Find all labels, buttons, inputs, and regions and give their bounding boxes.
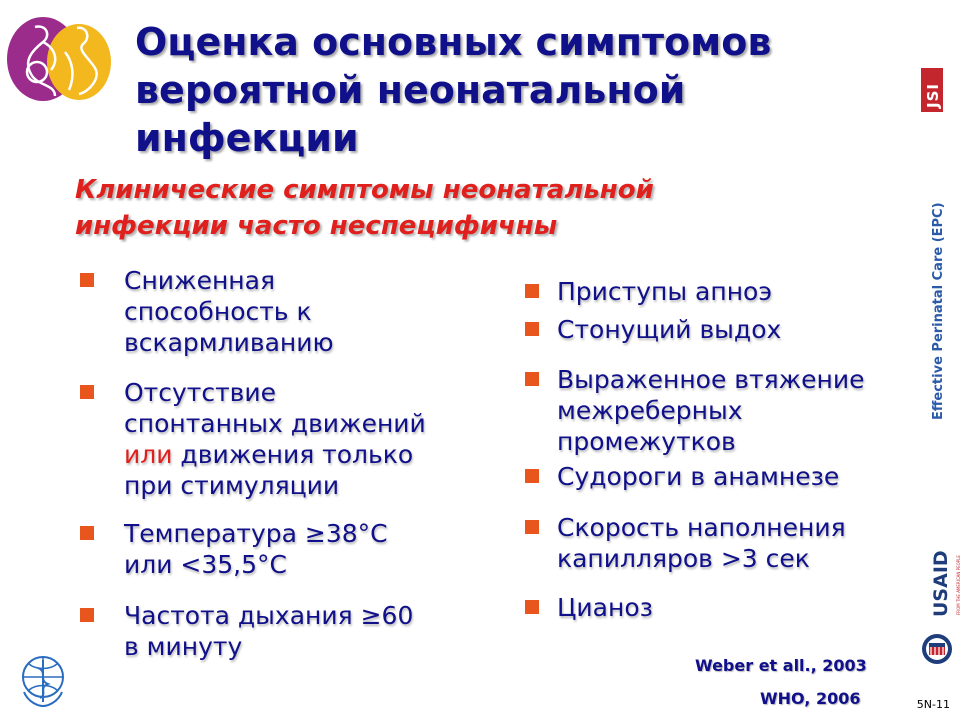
bullet-text-line [124,439,426,470]
bullet-text-line: Цианоз [557,593,653,622]
bullet-grunting [525,314,781,345]
bullet-text-line: или <35,5°С [124,550,287,579]
bullet-text-line: способность к [124,297,312,326]
bullet-apnea [525,276,772,307]
bullet-text-line: промежутков [557,427,736,456]
who-emblem-icon [18,652,68,708]
slide-number: 5N-11 [916,698,950,711]
bullet-text-line: Скорость наполнения [557,513,846,542]
slide-title: Оценка основных симптомов вероятной неонатальной инфекции [135,20,772,160]
bullet-feeding [80,265,334,358]
bullet-square-icon [80,273,94,287]
bullet-text-line: Приступы апноэ [557,277,773,306]
bullet-square-icon [525,520,539,534]
bullet-text-line: Сниженная [124,266,276,295]
logo-yellow-circle [47,24,111,100]
bullet-square-icon [80,608,94,622]
bullet-temperature [80,518,388,580]
bullet-square-icon [525,469,539,483]
bullet-text-line: спонтанных движений [124,409,426,438]
bullet-capillary-refill [525,512,846,574]
bullet-square-icon [525,322,539,336]
highlight-or: или [124,440,173,469]
jsi-logo-text: JSI [924,83,942,108]
epc-logo [3,12,113,107]
jsi-logo [921,68,943,112]
bullet-text-line: вскармливанию [124,328,334,357]
bullet-movements [80,377,426,501]
bullet-text-line: в минуту [124,632,243,661]
bullet-text-line: при стимуляции [124,471,340,500]
bullet-text-line: Судороги в анамнезе [557,462,840,491]
bullet-text-line: Температура ≥38°С [124,519,388,548]
bullet-square-icon [525,284,539,298]
bullet-seizures [525,461,839,492]
usaid-logo [920,545,961,670]
bullet-cyanosis [525,592,653,623]
bullet-text-line: Частота дыхания ≥60 [124,601,414,630]
usaid-seal-icon [921,633,953,665]
bullet-square-icon [525,372,539,386]
usaid-tagline: FROM THE AMERICAN PEOPLE [956,555,961,615]
bullet-square-icon [80,526,94,540]
bullet-square-icon [525,600,539,614]
slide-subtitle: Клинические симптомы неонатальной инфекции часто неспецифичны [75,175,654,241]
bullet-text-line: капилляров >3 сек [557,544,810,573]
bullet-text-line: Отсутствие [124,378,277,407]
bullet-retractions [525,364,865,457]
bullet-text-line: межреберных [557,396,743,425]
side-label-epc: Effective Perinatal Care (EPC) [931,202,946,420]
bullet-respiration [80,600,413,662]
reference-weber: Weber et all., 2003 [695,656,867,675]
bullet-text-rest: движения только [172,440,414,469]
bullet-text-line: Выраженное втяжение [557,365,865,394]
reference-who: WHO, 2006 [760,689,861,708]
bullet-text-line: Стонущий выдох [557,315,782,344]
usaid-logo-text: USAID [930,550,952,617]
bullet-square-icon [80,385,94,399]
